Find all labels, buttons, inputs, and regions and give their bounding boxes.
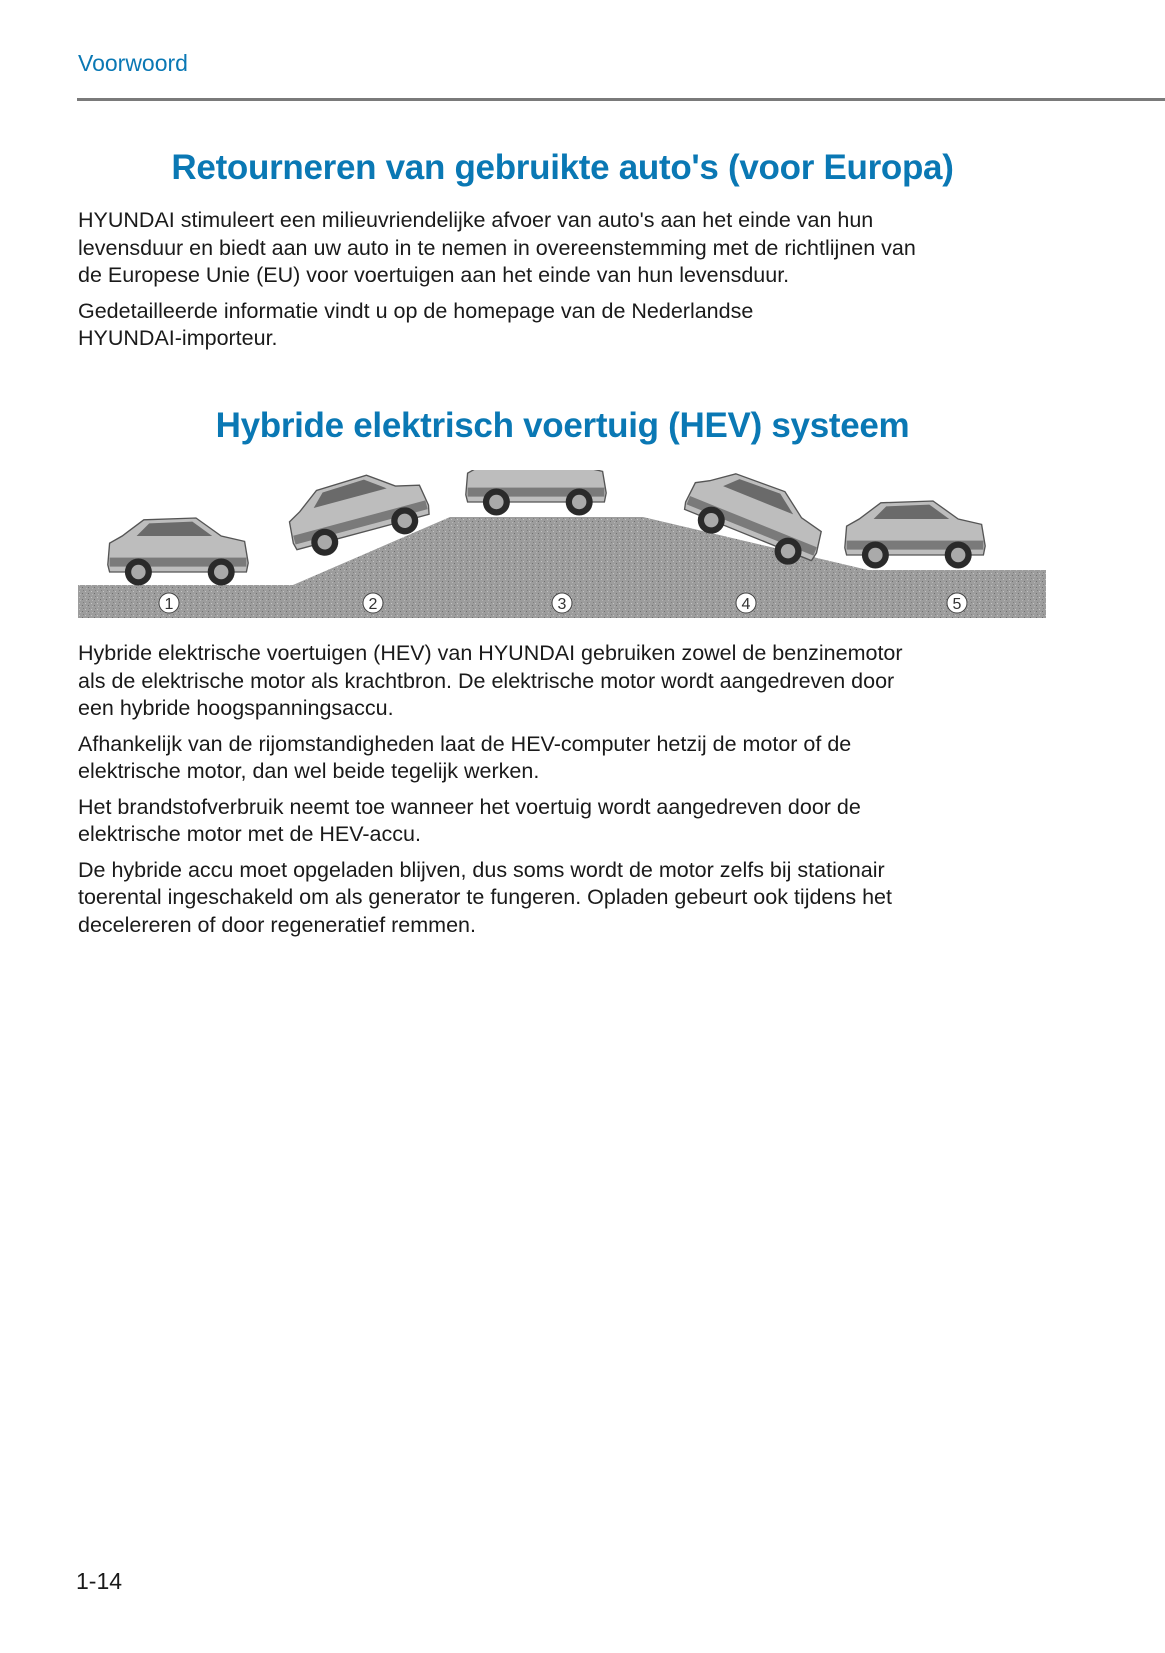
text-line: Afhankelijk van de rijomstandigheden laat de HEV-computer hetzij de motor of de (78, 731, 852, 756)
paragraph (78, 857, 1058, 940)
text-line: De hybride accu moet opgeladen blijven, dus soms wordt de motor zelfs bij stationair (78, 857, 885, 882)
text-line: HYUNDAI stimuleert een milieuvriendelijke afvoer van auto's aan het einde van hun (78, 208, 874, 232)
text-line: elektrische motor met de HEV-accu. (78, 822, 421, 846)
header-divider (77, 98, 1165, 101)
text-line: HYUNDAI-importeur. (78, 326, 278, 350)
page-number: 1-14 (76, 1568, 123, 1594)
figure-label-5: 5 (952, 596, 962, 613)
car-5-icon (845, 501, 985, 569)
figure-label-4: 4 (741, 596, 751, 613)
section-body-used-cars (78, 207, 1058, 361)
text-line: de Europese Unie (EU) voor voertuigen aan het einde van hun levensduur. (78, 263, 790, 287)
text-line: Gedetailleerde informatie vindt u op de homepage van de Nederlandse (78, 298, 754, 323)
text-line: Het brandstofverbruik neemt toe wanneer het voertuig wordt aangedreven door de (78, 794, 861, 819)
paragraph (78, 298, 1058, 353)
section-label: Voorwoord (78, 50, 188, 76)
text-line: toerental ingeschakeld om als generator te fungeren. Opladen gebeurt ook tijdens het (78, 885, 892, 909)
text-line: Hybride elektrische voertuigen (HEV) van HYUNDAI gebruiken zowel de benzinemotor (78, 641, 903, 665)
figure-label-1: 1 (164, 596, 174, 613)
paragraph (78, 207, 1058, 290)
paragraph (78, 731, 1058, 786)
text-line: elektrische motor, dan wel beide tegelijk werken. (78, 759, 540, 783)
figure-label-2: 2 (368, 596, 378, 613)
section-body-hev (78, 640, 1058, 947)
text-line: als de elektrische motor als krachtbron. De elektrische motor wordt aangedreven door (78, 668, 895, 693)
section-title-used-cars: Retourneren van gebruikte auto's (voor Europa) (171, 148, 954, 187)
figure-label-3: 3 (557, 596, 567, 613)
hev-hill-illustration (78, 470, 1046, 618)
paragraph (78, 794, 1058, 849)
paragraph (78, 640, 1058, 723)
text-line: levensduur en biedt aan uw auto in te nemen in overeenstemming met de richtlijnen van (78, 235, 916, 260)
text-line: een hybride hoogspanningsaccu. (78, 696, 394, 720)
text-line: decelereren of door regeneratief remmen. (78, 912, 476, 937)
car-1-icon (108, 518, 248, 586)
section-title-hev: Hybride elektrisch voertuig (HEV) systeem (215, 406, 910, 445)
car-3-icon (466, 470, 606, 516)
